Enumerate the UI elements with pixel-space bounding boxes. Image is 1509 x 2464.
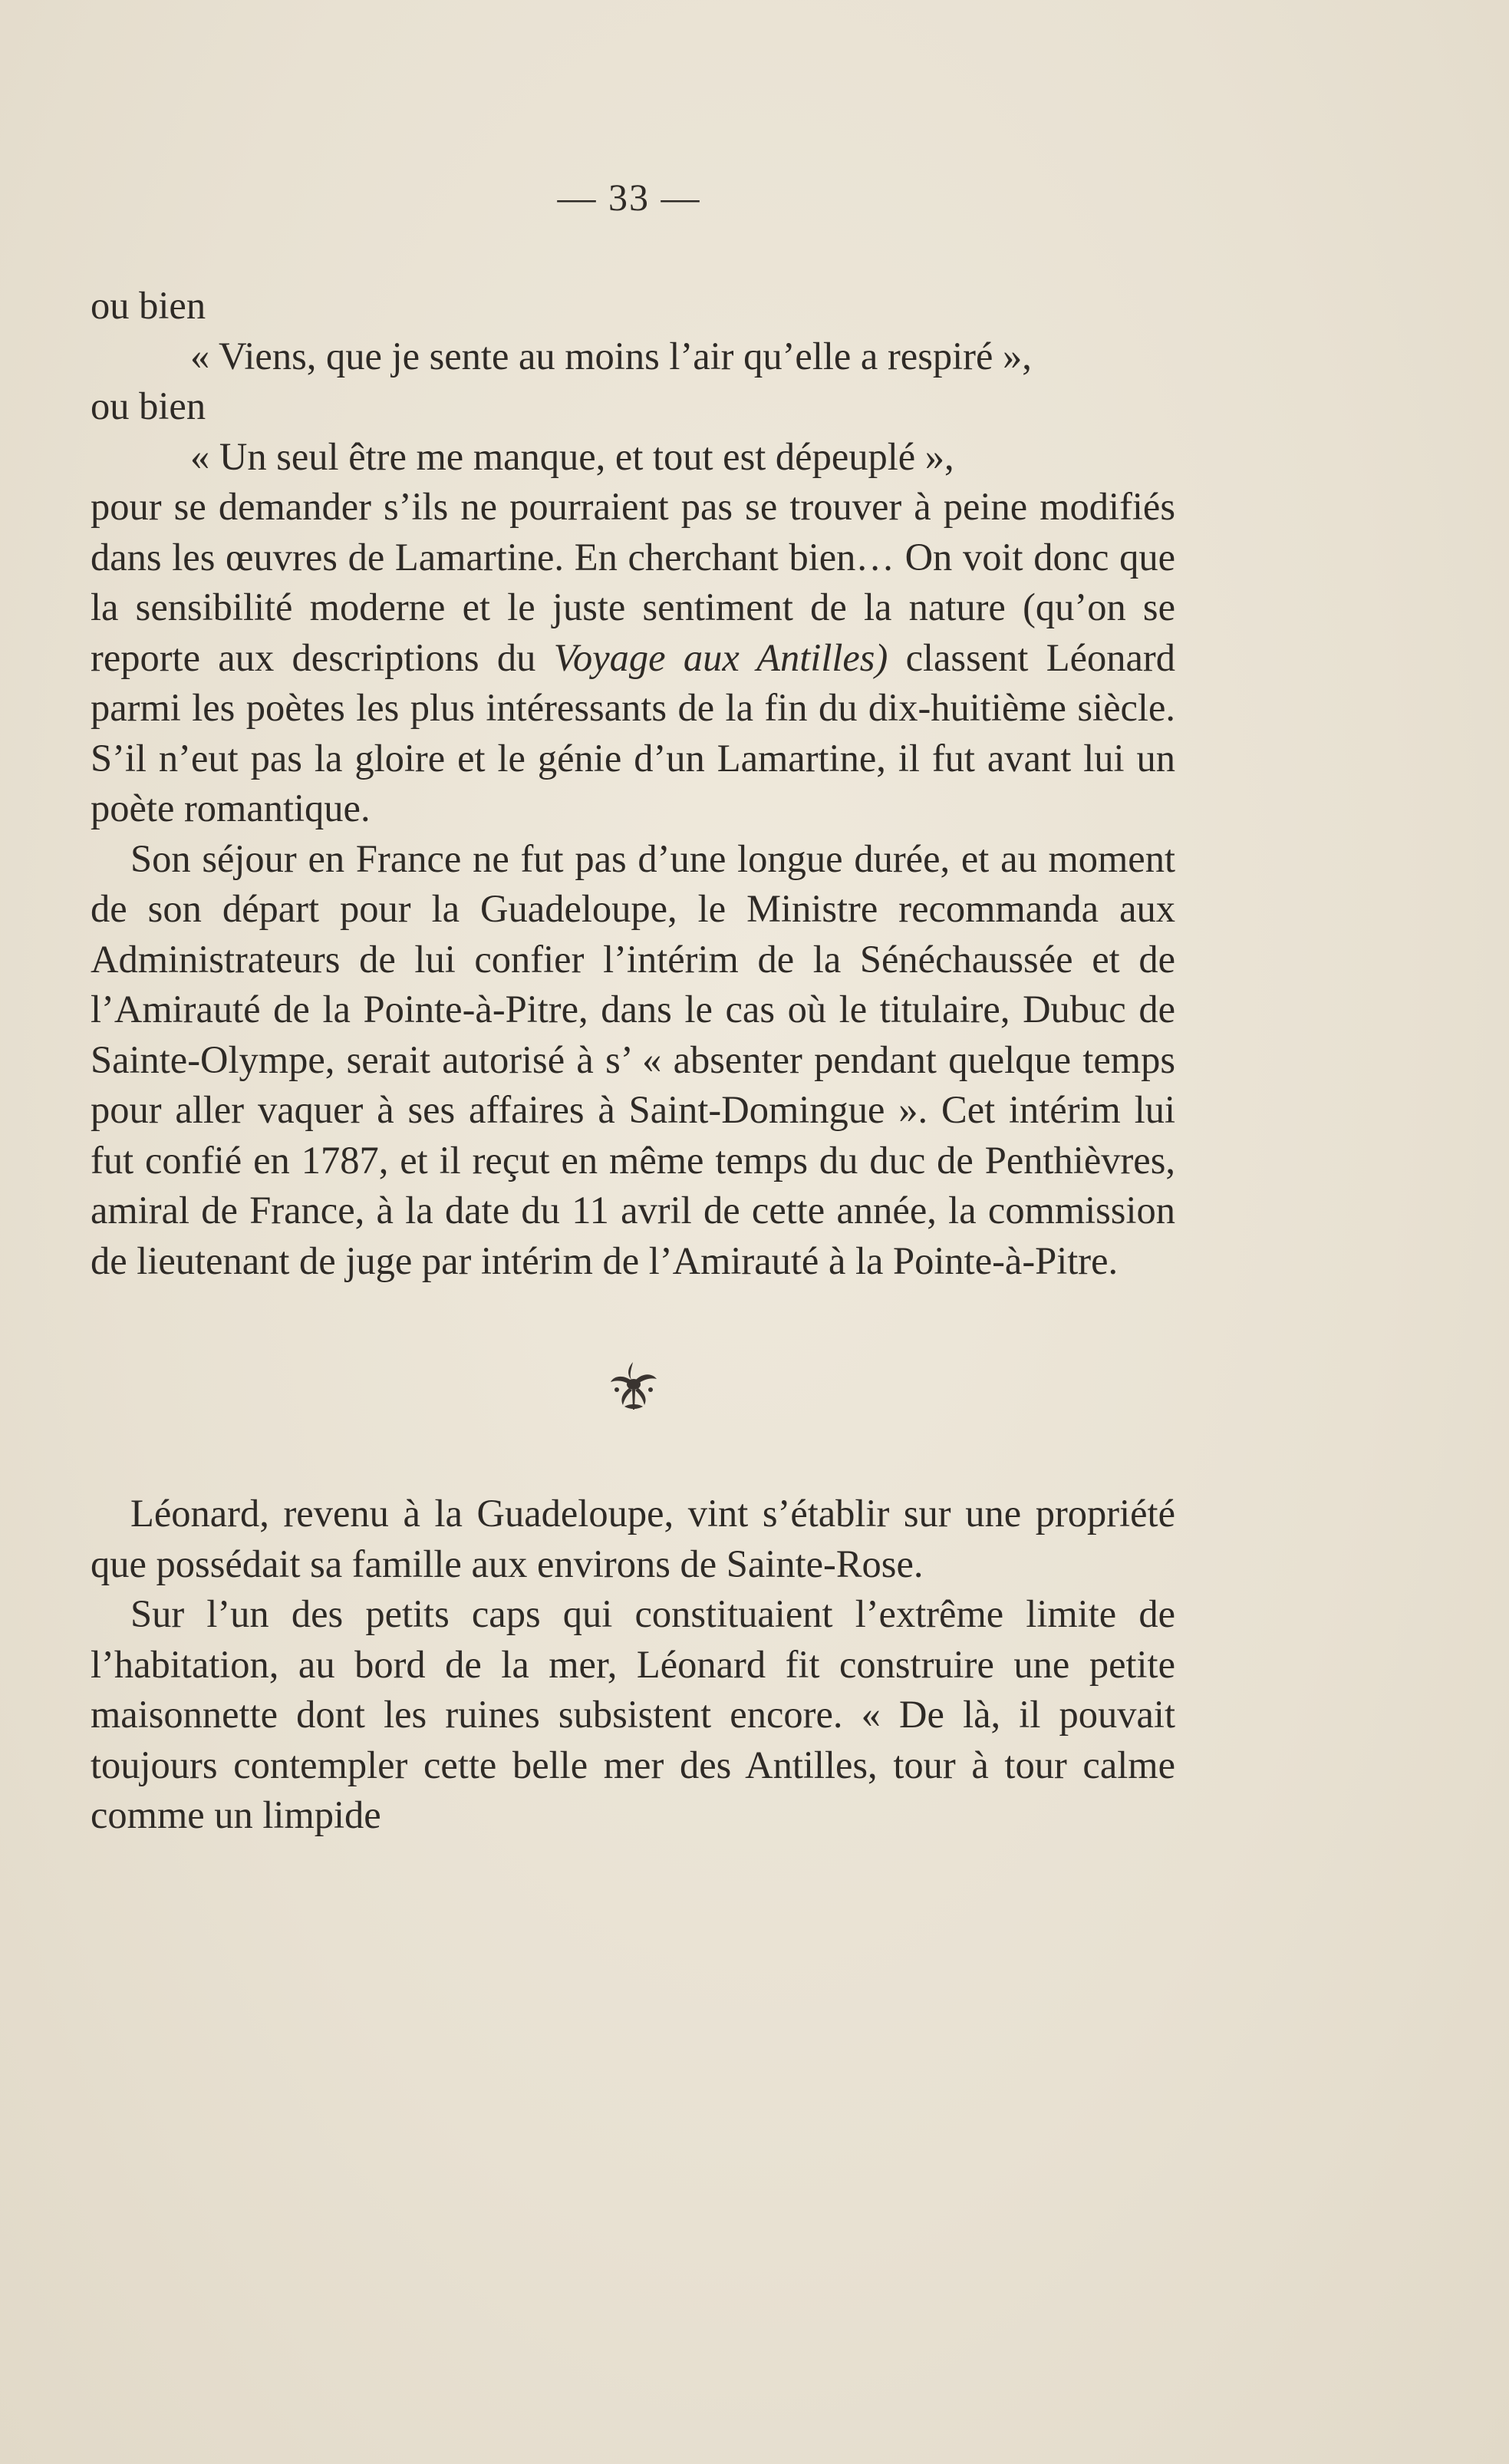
paragraph-1-end: classent Léonard parmi les poètes les plus intéressants de la fin du dix-huitième siècle. S’il n’eut pas la gloire et le génie d’un Lamartine, il fut avant lui un poète romantique. (91, 635, 1175, 830)
paragraph-4: Sur l’un des petits caps qui constituaient l’extrême limite de l’habitation, au bord de la mer, Léonard fit construire une petite maisonnette dont les ruines subsistent encore. « De là, il pouvait toujours contempler cette belle mer des Antilles, tour à tour calme comme un limpide (91, 1592, 1175, 1836)
section-ornament (91, 1286, 1175, 1489)
page-number: — 33 — (557, 176, 701, 219)
line-ou-bien-2: ou bien (91, 384, 206, 427)
verse-quote-1: « Viens, que je sente au moins l’air qu’elle a respiré », (190, 334, 1032, 378)
paragraph-1-start: pour se demander s’ils ne pourraient pas se trouver à peine modifiés dans les œuvres de Lamartine. En cherchant bien… On voit donc que la sensibilité moderne et le juste sentiment de la nature (qu’on se reporte aux descriptions du (91, 485, 1175, 679)
fleuron-icon (606, 1359, 660, 1416)
body-text (91, 281, 1175, 1841)
paragraph-2: Son séjour en France ne fut pas d’une longue durée, et au moment de son départ pour la Guadeloupe, le Ministre recommanda aux Administrateurs de lui confier l’intérim de la Sénéchaussée et de l’Amirauté de la Pointe-à-Pitre, dans le cas où le titulaire, Dubuc de Sainte-Olympe, serait autorisé à s’ « absenter pendant quelque temps pour aller vaquer à ses affaires à Saint-Domingue ». Cet intérim lui fut confié en 1787, et il reçut en même temps du duc de Penthièvres, amiral de France, à la date du 11 avril de cette année, la commission de lieutenant de juge par intérim de l’Amirauté à la Pointe-à-Pitre. (91, 836, 1175, 1282)
paragraph-1 (91, 482, 1175, 834)
paragraph-3: Léonard, revenu à la Guadeloupe, vint s’établir sur une propriété que possédait sa famille aux environs de Sainte-Rose. (91, 1492, 1175, 1585)
verse-quote-2: « Un seul être me manque, et tout est dépeuplé », (190, 434, 954, 478)
line-ou-bien-1: ou bien (91, 284, 206, 327)
book-title-voyage-aux-antilles: Voyage aux Antilles) (553, 635, 888, 679)
